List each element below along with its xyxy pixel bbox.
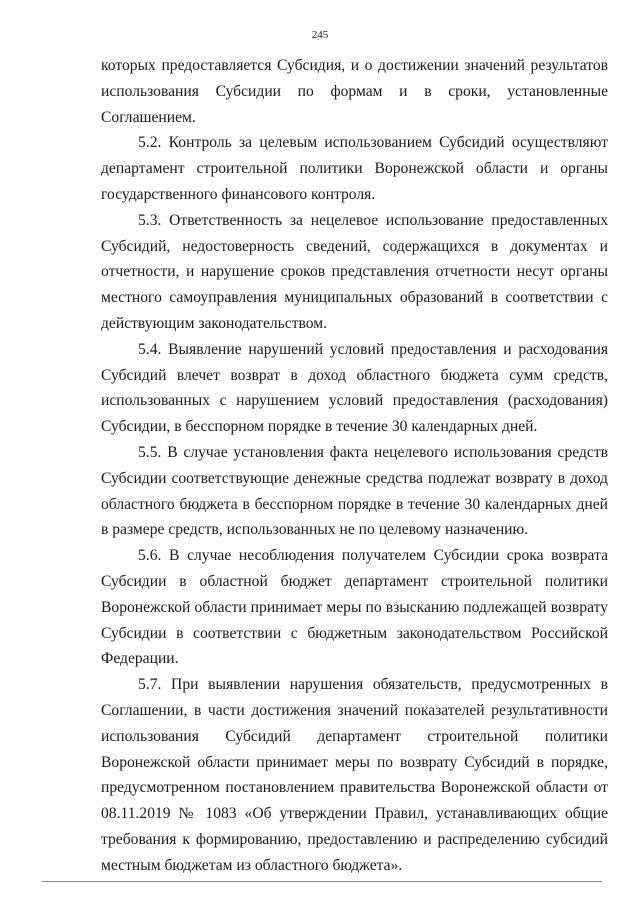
paragraph-continuation: которых предоставляется Субсидия, и о достижении значений результатов использования Субсидии по формам и в сроки, установленные Соглашением.: [101, 57, 608, 126]
page-number: 245: [311, 29, 329, 41]
footer-divider: [42, 881, 602, 882]
document-body: [101, 53, 608, 879]
paragraph-5-6: 5.6. В случае несоблюдения получателем Субсидии срока возврата Субсидии в областной бюджет департамент строительной политики Воронежской области принимает меры по взысканию подлежащей возврату Субсидии в соответствии с бюджетным законодательством Российской Федерации.: [101, 547, 608, 668]
paragraph-5-2: 5.2. Контроль за целевым использованием Субсидий осуществляют департамент строительной политики Воронежской области и органы государственного финансового контроля.: [101, 134, 608, 203]
paragraph-5-3: 5.3. Ответственность за нецелевое использование предоставленных Субсидий, недостоверность сведений, содержащихся в документах и отчетности, и нарушение сроков представления отчетности несут органы местного самоуправления муниципальных образований в соответствии с действующим законодательством.: [101, 211, 608, 332]
paragraph-5-7: 5.7. При выявлении нарушения обязательств, предусмотренных в Соглашении, в части достижения значений показателей результативности использования Субсидий департамент строительной политики Воронежской области принимает меры по возврату Субсидий в порядке, предусмотренном постановлением правительства Воронежской области от 08.11.2019 № 1083 «Об утверждении Правил, устанавливающих общие требования к формированию, предоставлению и распределению субсидий местным бюджетам из областного бюджета».: [101, 676, 608, 874]
paragraph-5-5: 5.5. В случае установления факта нецелевого использования средств Субсидии соответствующие денежные средства подлежат возврату в доход областного бюджета в бесспорном порядке в течение 30 календарных дней в размере средств, использованных не по целевому назначению.: [101, 443, 608, 539]
paragraph-5-4: 5.4. Выявление нарушений условий предоставления и расходования Субсидий влечет возврат в доход областного бюджета сумм средств, использованных с нарушением условий предоставления (расходования) Субсидии, в бесспорном порядке в течение 30 календарных дней.: [101, 340, 608, 436]
